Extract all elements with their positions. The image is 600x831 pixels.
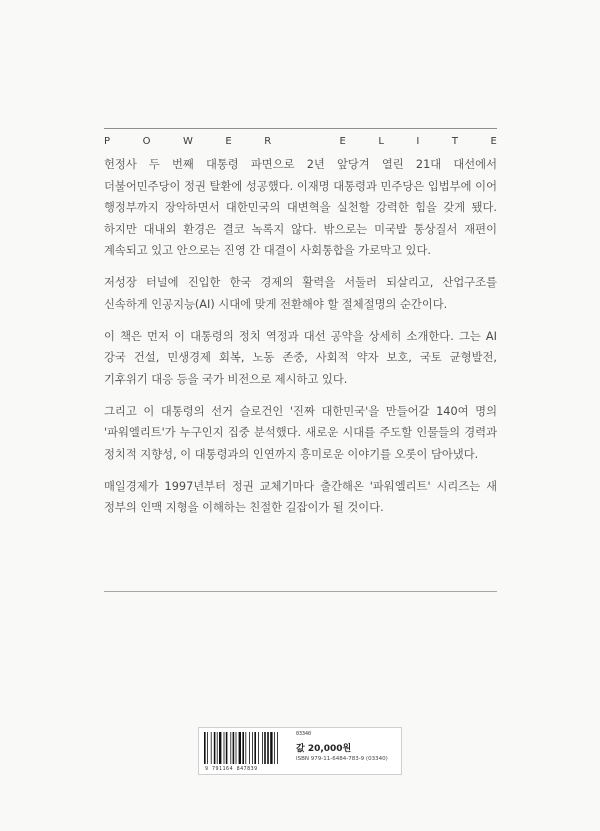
series-letter: T [451, 136, 459, 147]
synopsis-paragraph-4: 그리고 이 대통령의 선거 슬로건인 '진짜 대한민국'을 만들어갈 140여 명의 '파워엘리트'가 누구인지 집중 분석했다. 새로운 시대를 주도할 인물들의 경력과 정치적 지향성, 이 대통령과의 인연까지 흥미로운 이야기를 오롯이 담아냈다. [104, 404, 497, 461]
synopsis-paragraph-1: 헌정사 두 번째 대통령 파면으로 2년 앞당겨 열린 21대 대선에서 더불어민주당이 정권 탈환에 성공했다. 이재명 대통령과 민주당은 입법부에 이어 행정부까지 장악하면서 대한민국의 대변혁을 실천할 강력한 힘을 갖게 됐다. 하지만 대내외 환경은 결코 녹록지 않다. 밖으로는 미국발 통상질서 재편이 계속되고 있고 안으로는 진영 간 대결이 사회통합을 가로막고 있다. [104, 158, 497, 257]
series-letter: E [490, 136, 497, 147]
series-letter: E [225, 136, 232, 147]
series-letter: E [339, 136, 346, 147]
isbn-barcode-icon [203, 732, 293, 766]
synopsis-paragraph-2: 저성장 터널에 진입한 한국 경제의 활력을 서둘러 되살리고, 산업구조를 신속하게 인공지능(AI) 시대에 맞게 전환해야 할 절체절명의 순간이다. [104, 276, 497, 311]
series-letter: L [378, 136, 384, 147]
synopsis-paragraph-3: 이 책은 먼저 이 대통령의 정치 역정과 대선 공약을 상세히 소개한다. 그는 AI 강국 건설, 민생경제 회복, 노동 존중, 사회적 약자 보호, 국토 균형발전, 기후위기 대응 등을 국가 비전으로 제시하고 있다. [104, 329, 497, 386]
series-letter: O [142, 136, 151, 147]
synopsis-paragraph-5: 매일경제가 1997년부터 정권 교체기마다 출간해온 '파워엘리트' 시리즈는 새 정부의 인맥 지형을 이해하는 친절한 길잡이가 될 것이다. [104, 479, 497, 514]
barcode-digits: 9 791164 847839 [205, 766, 258, 772]
addon-digits: 03340 [296, 731, 312, 737]
top-rule [104, 128, 497, 129]
series-letter: I [416, 136, 420, 147]
barcode-label [198, 727, 402, 775]
series-letter: R [264, 136, 272, 147]
price: 값 20,000원 [296, 744, 352, 754]
series-letter: W [182, 136, 193, 147]
bottom-rule [104, 591, 497, 592]
series-letter [304, 136, 307, 147]
isbn-number: ISBN 979-11-6484-783-9 (03340) [296, 756, 388, 762]
series-letters [104, 136, 497, 147]
series-letter: P [104, 136, 111, 147]
synopsis [104, 154, 497, 529]
series-title [104, 136, 497, 150]
